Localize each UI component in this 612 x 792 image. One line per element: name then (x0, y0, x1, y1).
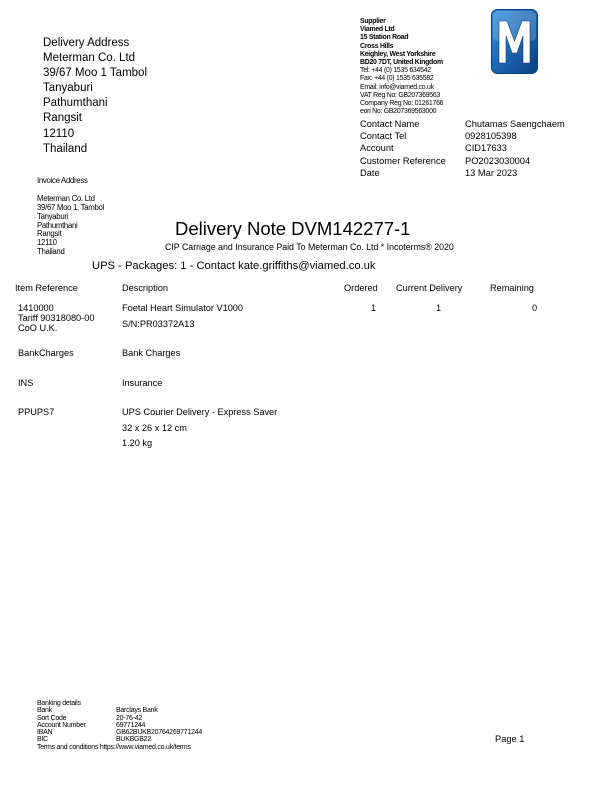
row-ref: BankCharges (18, 348, 74, 358)
supplier-line: Cross Hills (360, 42, 394, 50)
supplier-heading: Supplier (360, 18, 386, 25)
banking-value: Barclays Bank (116, 707, 158, 715)
row-description: Insurance (122, 378, 163, 388)
invoice-address-line: 12110 (37, 238, 57, 248)
contact-row (360, 167, 595, 179)
header-ordered: Ordered (344, 283, 378, 293)
invoice-address-line: Meterman Co. Ltd (37, 193, 95, 203)
row-ref: INS (18, 378, 34, 388)
contact-value: PO2023030004 (465, 155, 531, 166)
banking-row (37, 729, 202, 737)
banking-value: GB62BUKB20764269771244 (116, 729, 202, 737)
document-title: Delivery Note DVM142277-1 (175, 218, 411, 239)
row-description: Foetal Heart Simulator V1000 (122, 303, 244, 313)
banking-key: Bank (37, 707, 52, 715)
delivery-address-line: Tanyaburi (43, 82, 93, 95)
row-current-delivery: 1 (436, 303, 442, 313)
delivery-address (43, 36, 147, 157)
banking-details (37, 700, 202, 751)
delivery-address-line: Pathumthani (43, 97, 108, 110)
banking-key: Sort Code (37, 714, 67, 722)
contact-row (360, 118, 595, 130)
invoice-address (37, 177, 104, 257)
supplier-line: Tel: +44 (0) 1535 634542 (360, 67, 431, 75)
header-current-delivery: Current Delivery (396, 283, 463, 293)
row-description: Bank Charges (122, 348, 181, 358)
supplier-line: VAT Reg No: GB207369563 (360, 91, 441, 99)
row-ref: 1410000 (18, 303, 54, 313)
invoice-address-line: 39/67 Moo 1. Tambol (37, 202, 104, 212)
invoice-address-line: Rangsit (37, 229, 62, 239)
row-description: 1.20 kg (122, 438, 153, 448)
banking-heading: Banking details (37, 700, 81, 707)
contact-value: CID17633 (465, 143, 507, 154)
row-ref: Tariff 90318080-00 (18, 313, 95, 323)
viamed-logo-icon (491, 9, 538, 74)
row-remaining: 0 (532, 303, 538, 313)
contact-value: 13 Mar 2023 (465, 167, 518, 178)
supplier-line: Fax: +44 (0) 1535 635582 (360, 75, 434, 83)
header-item-reference: Item Reference (15, 283, 78, 293)
row-ordered: 1 (371, 303, 377, 313)
supplier-line: 15 Station Road (360, 34, 409, 42)
contact-value: Chutamas Saengchaem (465, 119, 565, 129)
banking-key: BIC (37, 736, 48, 744)
terms-link[interactable]: Terms and conditions https://www.viamed.co.uk/terms (37, 743, 191, 751)
row-description: S/N:PR03372A13 (122, 319, 195, 329)
supplier-line: Email: info@viamed.co.uk (360, 83, 434, 91)
header-description: Description (122, 283, 168, 293)
incoterms-line: CIP Carriage and Insurance Paid To Meterman Co. Ltd * Incoterms® 2020 (165, 242, 454, 252)
contact-value: 0928105398 (465, 131, 517, 142)
supplier-line: Company Reg No: 01261766 (360, 99, 444, 107)
banking-row (37, 715, 191, 722)
delivery-address-line: Meterman Co. Ltd (43, 52, 136, 65)
supplier-line: eori No: GB207369563000 (360, 108, 437, 116)
invoice-address-line: Tanyaburi (37, 211, 69, 221)
supplier-line: Viamed Ltd (360, 26, 395, 34)
contact-label: Contact Name (360, 119, 420, 129)
contact-row (360, 142, 595, 154)
contact-label: Contact Tel (360, 131, 407, 142)
contact-row (360, 155, 595, 167)
banking-key: IBAN (37, 729, 53, 737)
contact-label: Customer Reference (360, 155, 446, 166)
shipping-line: UPS - Packages: 1 - Contact kate.griffiths@viamed.co.uk (92, 260, 376, 272)
delivery-address-heading: Delivery Address (43, 37, 130, 49)
header-remaining: Remaining (490, 283, 534, 293)
contact-label: Account (360, 143, 394, 154)
supplier-block (360, 18, 443, 116)
row-description: UPS Courier Delivery - Express Saver (122, 407, 278, 417)
banking-value: 20-76-42 (116, 714, 143, 722)
contact-label: Date (360, 167, 380, 178)
banking-row (37, 707, 191, 714)
supplier-line: BD20 7DT, United Kingdom (360, 58, 443, 66)
page-number: Page 1 (495, 734, 525, 744)
invoice-address-line: Thailand (37, 247, 65, 257)
delivery-address-line: 39/67 Moo 1 Tambol (43, 67, 147, 80)
banking-row (37, 722, 191, 729)
supplier-line: Keighley, West Yorkshire (360, 50, 436, 58)
banking-row (37, 736, 191, 743)
contact-row (360, 130, 595, 142)
contact-details (360, 118, 595, 179)
delivery-address-line: Rangsit (43, 112, 82, 125)
row-description: 32 x 26 x 12 cm (122, 423, 187, 433)
delivery-address-line: Thailand (43, 142, 88, 155)
invoice-address-line: Pathumthani (37, 220, 78, 230)
row-ref: PPUPS7 (18, 407, 55, 417)
delivery-address-line: 12110 (43, 127, 75, 140)
row-ref: CoO U.K. (18, 323, 58, 333)
banking-value: 69771244 (116, 721, 146, 729)
invoice-address-heading: Invoice Address (37, 176, 88, 185)
banking-value: BUKBGB22 (116, 736, 151, 744)
banking-key: Account Number (37, 721, 86, 729)
